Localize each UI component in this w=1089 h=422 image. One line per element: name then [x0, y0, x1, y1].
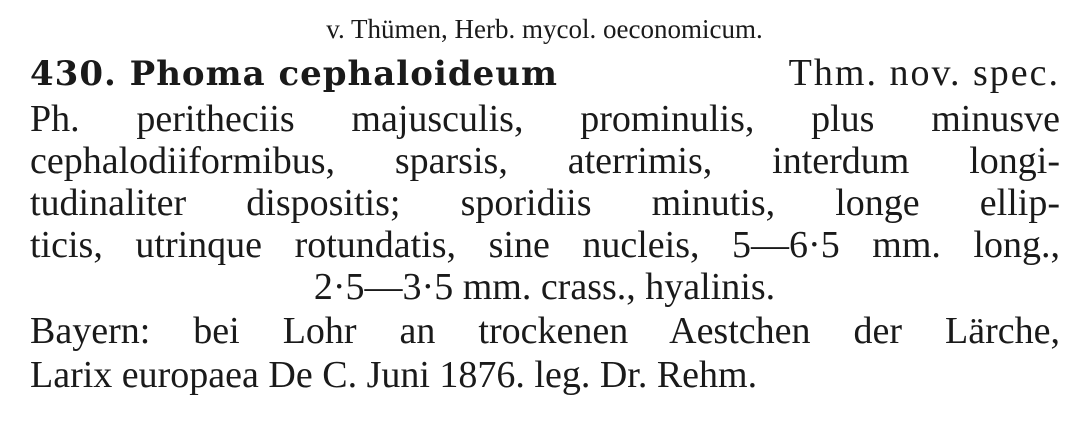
description-line-5: 2·5—3·5 mm. crass., hyalinis. — [313, 266, 776, 308]
locality-line-2: Larix europaea De C. Juni 1876. leg. Dr. Rehm. — [30, 354, 758, 396]
series-header: v. Thümen, Herb. mycol. oeconomicum. — [326, 14, 763, 44]
locality-line-1: Bayern: bei Lohr an trockenen Aestchen der Lärche, — [30, 310, 1060, 352]
description-line-3: tudinaliter dispositis; sporidiis minutis, longe ellip- — [30, 182, 1060, 224]
species-title — [30, 54, 1060, 92]
description-line-2: cephalodiiformibus, sparsis, aterrimis, interdum longi- — [30, 140, 1060, 182]
species-authority: Thm. nov. spec. — [788, 52, 1060, 94]
description-line-1: Ph. peritheciis majusculis, prominulis, plus minusve — [30, 98, 1060, 140]
description-line-4: ticis, utrinque rotundatis, sine nucleis, 5—6·5 mm. long., — [30, 224, 1060, 266]
species-number-name: 430. Phoma cephaloideum — [30, 54, 558, 94]
